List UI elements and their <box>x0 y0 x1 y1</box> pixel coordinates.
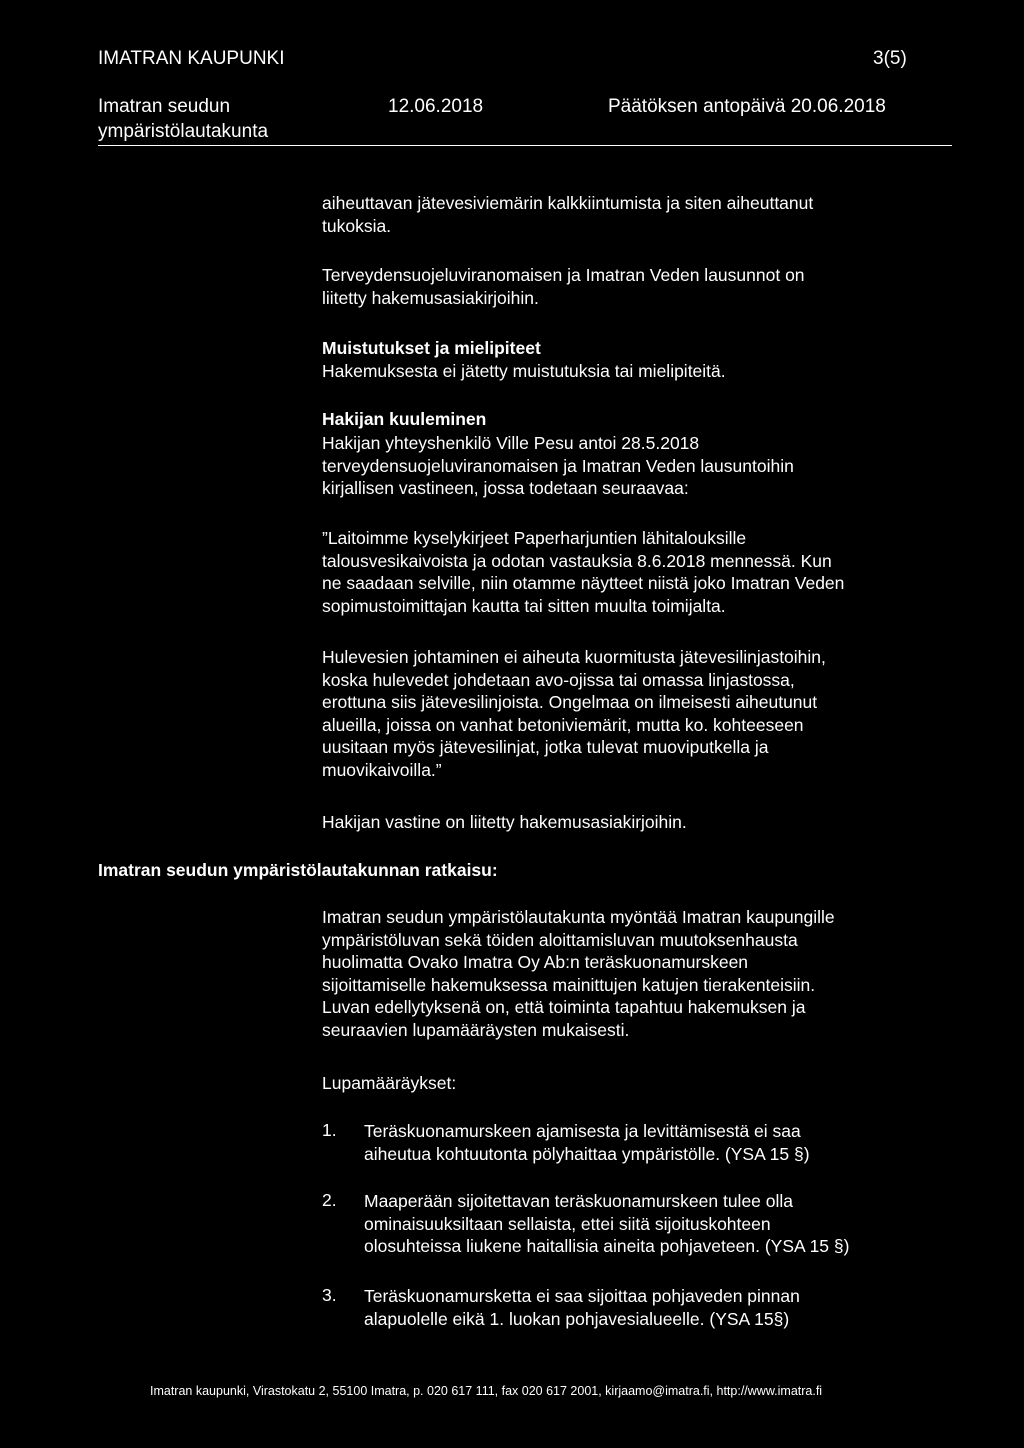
committee-name-line2: ympäristölautakunta <box>98 121 269 142</box>
heading-ratkaisu: Imatran seudun ympäristölautakunnan ratkaisu: <box>98 860 498 880</box>
page-footer: Imatran kaupunki, Virastokatu 2, 55100 Imatra, p. 020 617 111, fax 020 617 2001, kirjaamo@imatra.fi, http://www.imatra.fi <box>150 1384 823 1398</box>
committee-name-line1: Imatran seudun <box>98 96 231 117</box>
list-item-number: 2. <box>322 1190 337 1210</box>
paragraph-4 <box>322 432 962 500</box>
text-line: aiheuttavan jätevesiviemärin kalkkiintumista ja siten aiheuttanut <box>322 193 814 213</box>
lupamaaraykset-label: Lupamääräykset: <box>322 1073 457 1093</box>
text-line: alueilla, joissa on vanhat betoniviemärit, mutta ko. kohteeseen <box>322 714 804 735</box>
text-line: aiheutua kohtuutonta pölyhaittaa ympäristölle. (YSA 15 §) <box>364 1143 810 1164</box>
text-line: ympäristöluvan sekä töiden aloittamisluvan muutoksenhausta <box>322 929 798 950</box>
header-divider <box>98 145 952 146</box>
decision-date: Päätöksen antopäivä 20.06.2018 <box>608 96 886 117</box>
paragraph-7 <box>322 811 962 834</box>
text-line: ne saadaan selville, niin otamme näytteet niistä joko Imatran Veden <box>322 573 845 593</box>
text-line: Imatran seudun ympäristölautakunta myöntää Imatran kaupungille <box>322 907 835 927</box>
text-line: alapuolelle eikä 1. luokan pohjavesialueelle. (YSA 15§) <box>364 1308 790 1329</box>
text-line: ”Laitoimme kyselykirjeet Paperharjuntien lähitalouksille <box>322 528 747 548</box>
text-line: tukoksia. <box>322 215 392 236</box>
text-line: Hakijan yhteyshenkilö Ville Pesu antoi 28.5.2018 <box>322 433 700 453</box>
text-line: terveydensuojeluviranomaisen ja Imatran Veden lausuntoihin <box>322 455 794 476</box>
heading-hakijan-kuuleminen: Hakijan kuuleminen <box>322 409 487 429</box>
text-line: seuraavien lupamääräysten mukaisesti. <box>322 1019 630 1040</box>
text-line: Teräskuonamursketta ei saa sijoittaa pohjaveden pinnan <box>364 1286 800 1306</box>
list-item <box>364 1285 800 1330</box>
text-line: kirjallisen vastineen, jossa todetaan seuraavaa: <box>322 478 689 498</box>
text-line: Terveydensuojeluviranomaisen ja Imatran Veden lausunnot on <box>322 265 805 285</box>
text-line: Hulevesien johtaminen ei aiheuta kuormitusta jätevesilinjastoihin, <box>322 647 826 667</box>
paragraph-2 <box>322 264 962 309</box>
text-line: olosuhteissa liukene haitallisia aineita pohjaveteen. (YSA 15 §) <box>364 1236 850 1256</box>
text-line: talousvesikaivoista ja odotan vastauksia 8.6.2018 mennessä. Kun <box>322 550 832 571</box>
list-item-number: 1. <box>322 1120 337 1140</box>
text-line: sijoittamiselle hakemuksessa mainittujen katujen tierakenteisiin. <box>322 974 816 995</box>
text-line: muovikaivoilla.” <box>322 759 442 780</box>
text-line: liitetty hakemusasiakirjoihin. <box>322 287 539 308</box>
list-item <box>364 1120 810 1165</box>
org-name: IMATRAN KAUPUNKI <box>98 48 285 69</box>
text-line: Teräskuonamurskeen ajamisesta ja levittämisestä ei saa <box>364 1121 801 1141</box>
text-line: huolimatta Ovako Imatra Oy Ab:n teräskuonamurskeen <box>322 952 749 972</box>
text-line: sopimustoimittajan kautta tai sitten muulta toimijalta. <box>322 595 726 616</box>
text-line: uusitaan myös jätevesilinjat, jotka tulevat muoviputkella ja <box>322 737 769 757</box>
paragraph-1 <box>322 192 962 237</box>
list-item-number: 3. <box>322 1285 337 1305</box>
meeting-date: 12.06.2018 <box>388 96 484 117</box>
heading-muistutukset: Muistutukset ja mielipiteet <box>322 338 541 358</box>
page-number: 3(5) <box>873 48 907 69</box>
list-item <box>364 1190 849 1258</box>
paragraph-5-quote <box>322 527 962 617</box>
text-line: Hakemuksesta ei jätetty muistutuksia tai mielipiteitä. <box>322 361 726 381</box>
text-line: Maaperään sijoitettavan teräskuonamurskeen tulee olla <box>364 1191 794 1211</box>
text-line: Hakijan vastine on liitetty hakemusasiakirjoihin. <box>322 812 687 832</box>
paragraph-8-decision <box>322 906 962 1041</box>
text-line: erottuna siis jätevesilinjoista. Ongelmaa on ilmeisesti aiheutunut <box>322 692 818 712</box>
paragraph-3 <box>322 360 962 383</box>
text-line: ominaisuuksiltaan sellaista, ettei siitä sijoituskohteen <box>364 1213 771 1234</box>
text-line: koska hulevedet johdetaan avo-ojissa tai omassa linjastossa, <box>322 669 795 690</box>
paragraph-6-quote <box>322 646 962 781</box>
text-line: Luvan edellytyksenä on, että toiminta tapahtuu hakemuksen ja <box>322 997 806 1017</box>
